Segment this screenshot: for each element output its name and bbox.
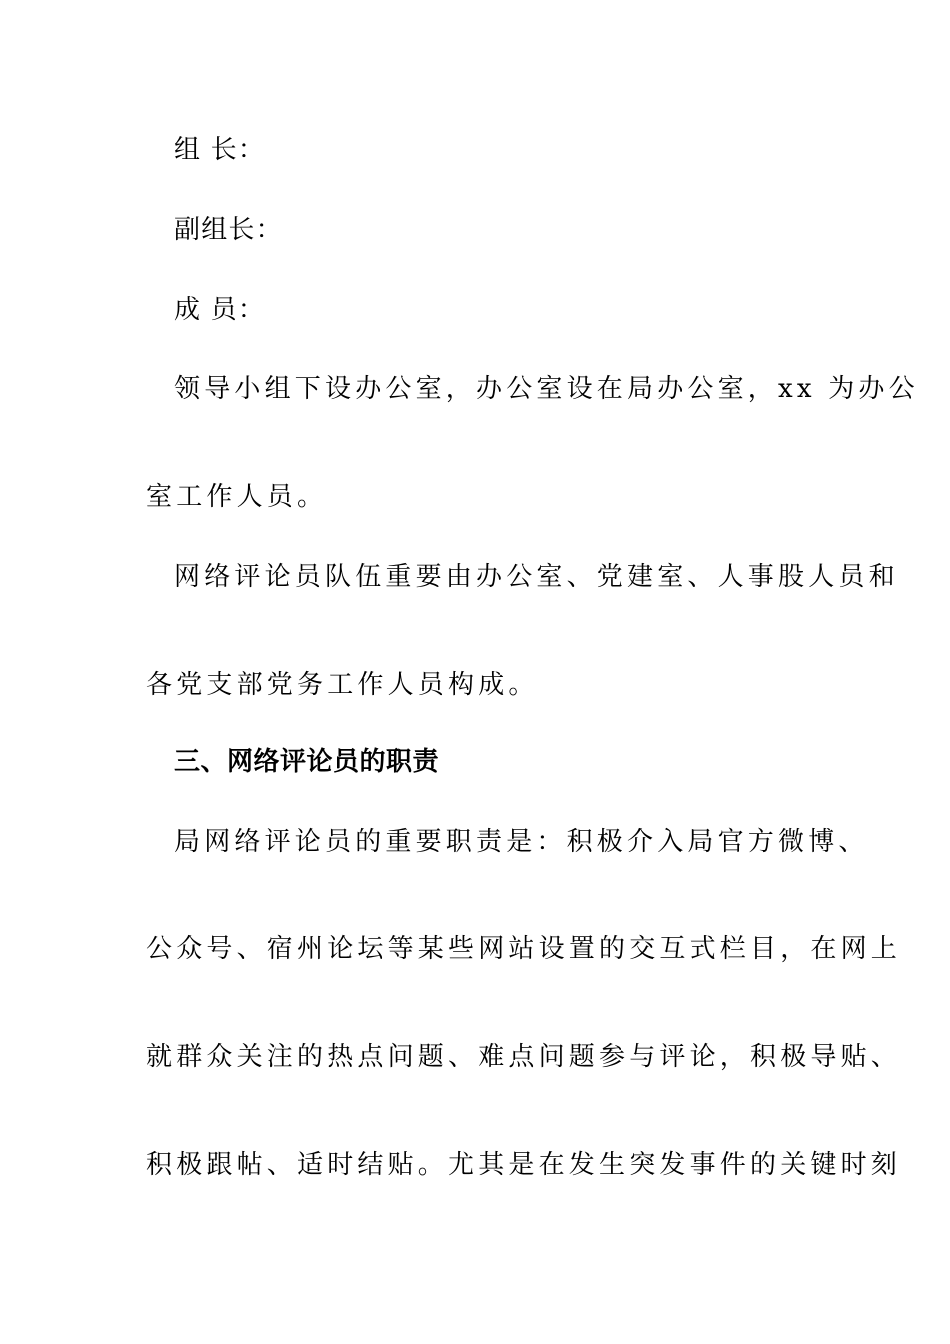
- text-line-office-staff: 室工作人员。: [146, 482, 328, 512]
- text-line-leader: 组 长：: [174, 135, 266, 165]
- text-line-members: 成 员：: [174, 295, 266, 325]
- text-line-duties-2: 公众号、宿州论坛等某些网站设置的交互式栏目，在网上: [146, 934, 902, 964]
- text-line-deputy-leader: 副组长：: [174, 215, 283, 245]
- text-line-team-composition: 网络评论员队伍重要由办公室、党建室、人事股人员和: [174, 562, 899, 592]
- section-heading-duties: 三、网络评论员的职责: [174, 747, 440, 777]
- text-line-duties-3: 就群众关注的热点问题、难点问题参与评论，积极导贴、: [146, 1042, 902, 1072]
- text-line-duties-1: 局网络评论员的重要职责是：积极介入局官方微博、: [174, 827, 869, 857]
- text-line-office-setup: 领导小组下设办公室，办公室设在局办公室，xx 为办公: [174, 374, 919, 404]
- text-line-team-composition-cont: 各党支部党务工作人员构成。: [146, 670, 539, 700]
- text-line-duties-4: 积极跟帖、适时结贴。尤其是在发生突发事件的关键时刻: [146, 1150, 902, 1180]
